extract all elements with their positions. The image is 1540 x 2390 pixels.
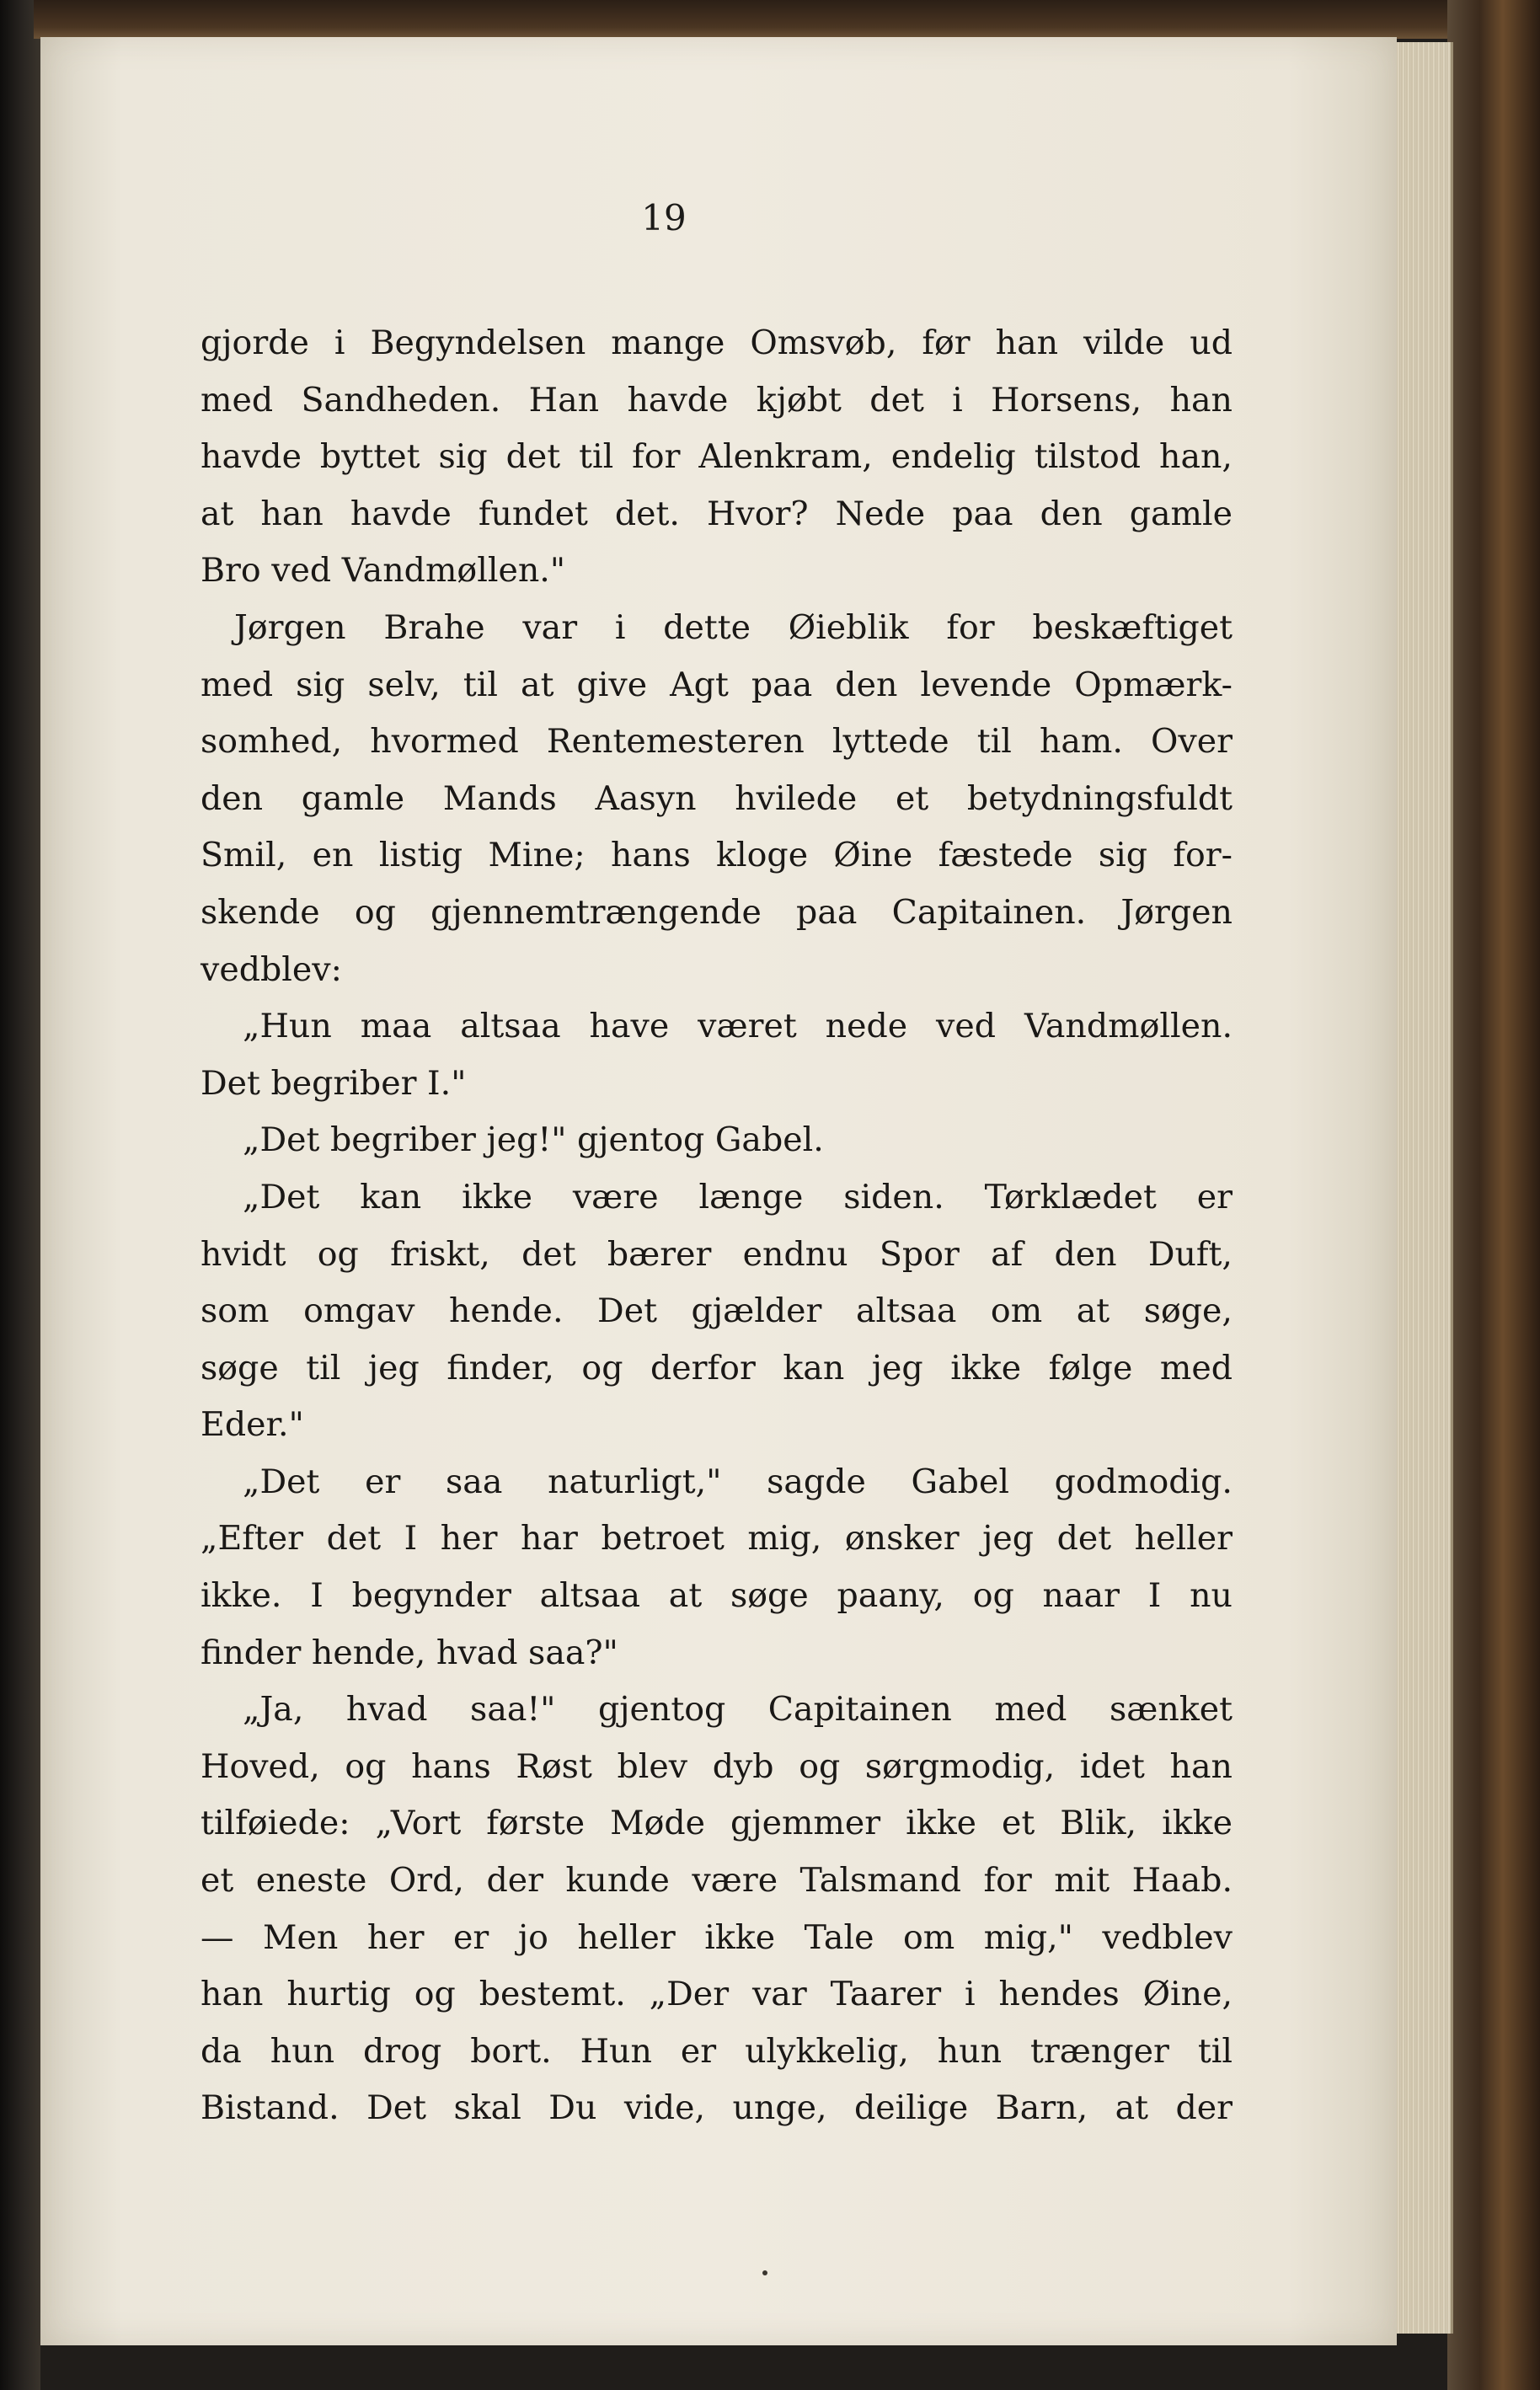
text-line: et eneste Ord, der kunde være Talsmand for mit Haab. (201, 1861, 1233, 1901)
text-line: Bistand. Det skal Du vide, unge, deilige Barn, at der (201, 2088, 1233, 2128)
text-line: somhed, hvormed Rentemesteren lyttede til ham. Over (201, 722, 1233, 762)
text-line: gjorde i Begyndelsen mange Omsvøb, før han vilde ud (201, 323, 1233, 362)
page-number: 19 (641, 197, 687, 238)
text-line: han hurtig og bestemt. „Der var Taarer i hendes Øine, (201, 1975, 1233, 2014)
page-speck (762, 2270, 767, 2275)
text-line: som omgav hende. Det gjælder altsaa om at søge, (201, 1291, 1233, 1331)
text-line: med Sandheden. Han havde kjøbt det i Horsens, han (201, 380, 1233, 420)
text-line: Bro ved Vandmøllen." (201, 551, 565, 591)
text-line: finder hende, hvad saa?" (201, 1633, 618, 1672)
text-line: havde byttet sig det til for Alenkram, endelig tilstod han, (201, 437, 1233, 477)
text-line: at han havde fundet det. Hvor? Nede paa den gamle (201, 494, 1233, 533)
text-line: Hoved, og hans Røst blev dyb og sørgmodig, idet han (201, 1746, 1233, 1786)
text-line: Det begriber I." (201, 1063, 467, 1103)
book-page (40, 37, 1397, 2345)
text-line: den gamle Mands Aasyn hvilede et betydningsfuldt (201, 778, 1233, 818)
cover-top-edge (34, 0, 1540, 39)
body-text (201, 315, 1233, 2137)
text-line: „Det er saa naturligt," sagde Gabel godmodig. (243, 1462, 1233, 1501)
text-line: med sig selv, til at give Agt paa den levende Opmærk- (201, 665, 1233, 704)
binding-shadow (0, 0, 40, 2390)
text-line: tilføiede: „Vort første Møde gjemmer ikke et Blik, ikke (201, 1804, 1233, 1843)
text-line: „Ja, hvad saa!" gjentog Capitainen med sænket (243, 1690, 1233, 1730)
text-line: ikke. I begynder altsaa at søge paany, og naar I nu (201, 1576, 1233, 1616)
text-line: „Efter det I her har betroet mig, ønsker jeg det heller (201, 1519, 1233, 1559)
text-line: „Hun maa altsaa have været nede ved Vandmøllen. (243, 1007, 1233, 1046)
text-line: Eder." (201, 1405, 304, 1445)
text-line: Smil, en listig Mine; hans kloge Øine fæstede sig for- (201, 836, 1233, 875)
text-line: søge til jeg finder, og derfor kan jeg ikke følge med (201, 1348, 1233, 1387)
text-line: hvidt og friskt, det bærer endnu Spor af den Duft, (201, 1234, 1233, 1274)
text-line: skende og gjennemtrængende paa Capitainen. Jørgen (201, 892, 1233, 932)
text-line: — Men her er jo heller ikke Tale om mig," vedblev (201, 1917, 1233, 1957)
text-line: Jørgen Brahe var i dette Øieblik for beskæftiget (234, 607, 1233, 647)
text-line: vedblev: (201, 949, 342, 989)
cover-right-edge (1447, 0, 1540, 2390)
page-stack-edges (1390, 42, 1453, 2334)
text-line: „Det begriber jeg!" gjentog Gabel. (243, 1120, 824, 1160)
text-line: „Det kan ikke være længe siden. Tørklædet er (243, 1177, 1233, 1216)
text-line: da hun drog bort. Hun er ulykkelig, hun trænger til (201, 2031, 1233, 2071)
